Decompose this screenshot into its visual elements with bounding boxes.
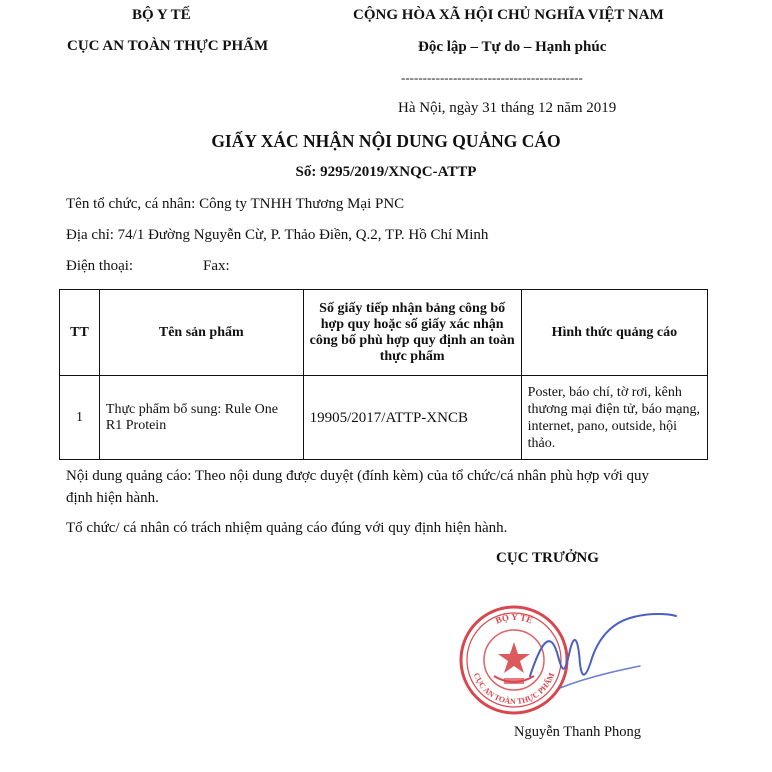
date-line: Hà Nội, ngày 31 tháng 12 năm 2019 [398,100,617,116]
handwritten-signature-icon [520,606,680,706]
content-line-2: định hiện hành. [66,490,159,506]
stamp-top-text: BỘ Y TẾ [494,611,534,626]
phone-label: Điện thoại: [66,258,134,274]
signer-role: CỤC TRƯỞNG [496,550,599,566]
address-line: Địa chỉ: 74/1 Đường Nguyễn Cừ, P. Thảo Điền, Q.2, TP. Hồ Chí Minh [66,227,489,243]
col-header-cert: Số giấy tiếp nhận bảng công bố hợp quy hoặc số giấy xác nhận công bố phù hợp quy định an toàn thực phẩm [303,290,521,376]
responsibility-line: Tổ chức/ cá nhân có trách nhiệm quảng cáo đúng với quy định hiện hành. [66,520,508,536]
col-header-product: Tên sản phẩm [99,290,303,376]
content-line-1: Nội dung quảng cáo: Theo nội dung được duyệt (đính kèm) của tổ chức/cá nhân phù hợp với quy [66,468,649,484]
cell-cert: 19905/2017/ATTP-XNCB [303,376,521,460]
organization-line: Tên tổ chức, cá nhân: Công ty TNHH Thương Mại PNC [66,196,405,212]
product-table [59,289,708,460]
fax-label: Fax: [203,258,230,274]
cell-tt: 1 [60,376,100,460]
document-number: Số: 9295/2019/XNQC-ATTP [295,164,477,180]
col-header-tt: TT [60,290,100,376]
document-title: GIẤY XÁC NHẬN NỘI DUNG QUẢNG CÁO [211,131,561,151]
table-header-row [60,290,708,376]
motto-divider: ------------------------------------------ [401,70,583,85]
ministry-name: BỘ Y TẾ [132,7,191,23]
col-header-ad-form: Hình thức quảng cáo [521,290,707,376]
stamp-ring-text: CỤC AN TOÀN THỰC PHẨM [471,671,557,707]
national-title: CỘNG HÒA XÃ HỘI CHỦ NGHĨA VIỆT NAM [353,7,664,23]
signer-name: Nguyễn Thanh Phong [514,724,642,740]
cell-ad-form: Poster, báo chí, tờ rơi, kênh thương mại điện tử, báo mạng, internet, pano, outside, hội thảo. [521,376,707,460]
national-motto: Độc lập – Tự do – Hạnh phúc [418,39,607,55]
department-name: CỤC AN TOÀN THỰC PHẨM [67,38,269,54]
cell-product: Thực phẩm bổ sung: Rule One R1 Protein [99,376,303,460]
table-row [60,376,708,460]
